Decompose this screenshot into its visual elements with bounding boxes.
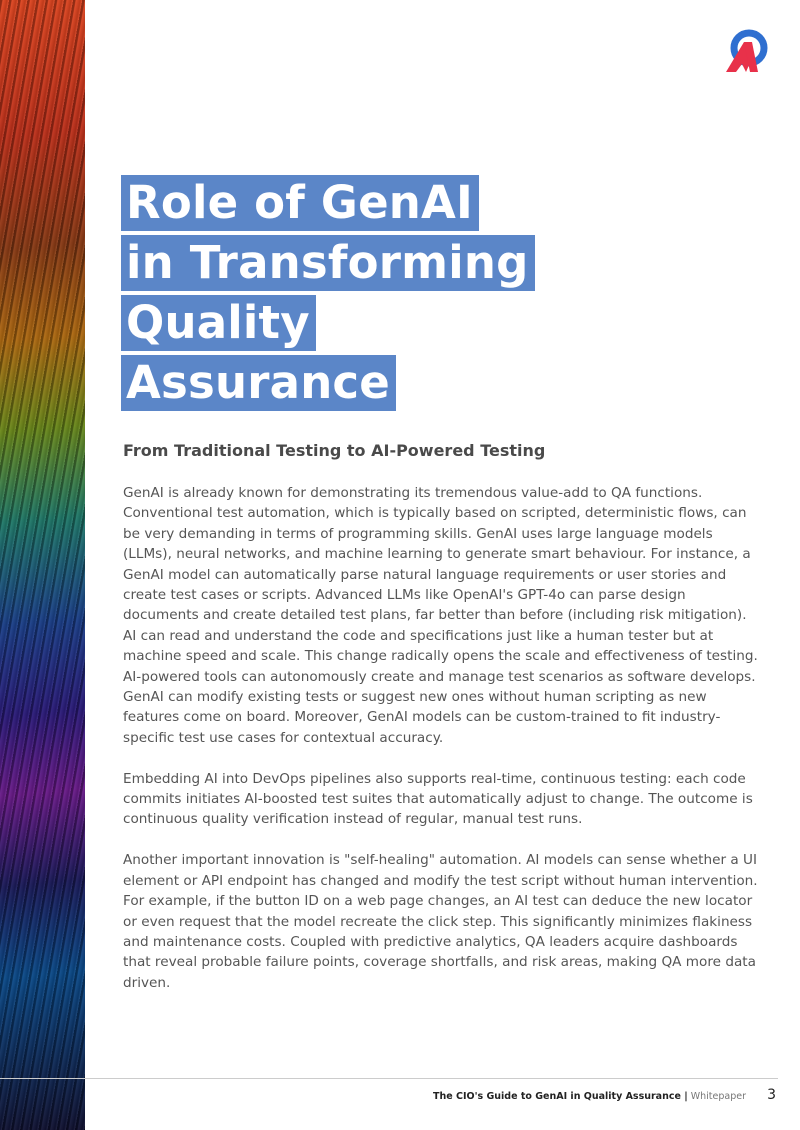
body-paragraph-3: Another important innovation is "self-healing" automation. AI models can sense whether a UI element or API endpoint has changed and modify the test script without human intervention. For example, if the button ID on a web page changes, an AI test can deduce the new locator or even request that the model recreate the click step. This significantly minimizes flakiness and maintenance costs. Coupled with predictive analytics, QA leaders acquire dashboards that reveal probable failure points, coverage shortfalls, and risk areas, making QA more data driven. [123,852,758,991]
page-title [121,175,535,415]
title-line-1: Role of GenAI [121,175,479,231]
decorative-side-strip [0,0,85,1130]
page-number: 3 [767,1087,776,1103]
title-line-3: Quality [121,295,316,351]
title-line-2: in Transforming [121,235,535,291]
section-subheading: From Traditional Testing to AI-Powered Testing [123,441,546,460]
footer-doc-type: Whitepaper [690,1091,746,1102]
body-text [123,483,759,1014]
footer-doc-label [433,1091,746,1102]
title-line-4: Assurance [121,355,396,411]
body-paragraph-1: GenAI is already known for demonstrating its tremendous value-add to QA functions. Conventional test automation, which is typically based on scripted, deterministic flows, can be very demanding in terms of programming skills. GenAI uses large language models (LLMs), neural networks, and machine learning to generate smart behaviour. For instance, a GenAI model can automatically parse natural language requirements or user stories and create test cases or scripts. Advanced LLMs like OpenAI's GPT-4o can parse design documents and create detailed test plans, far better than before (including risk mitigation). AI can read and understand the code and specifications just like a human tester but at machine speed and scale. This change radically opens the scale and effectiveness of testing. AI-powered tools can autonomously create and manage test scenarios as software develops. GenAI can modify existing tests or suggest new ones without human scripting as new features come on board. Moreover, GenAI models can be custom-trained to fit industry-specific test use cases for contextual accuracy. [123,485,758,746]
body-paragraph-2: Embedding AI into DevOps pipelines also supports real-time, continuous testing: each code commits initiates AI-boosted test suites that automatically adjust to change. The outcome is continuous quality verification instead of regular, manual test runs. [123,770,753,828]
company-logo-icon [722,28,772,74]
footer-divider [0,1078,778,1079]
footer-doc-title: The CIO's Guide to GenAI in Quality Assurance | [433,1091,688,1102]
